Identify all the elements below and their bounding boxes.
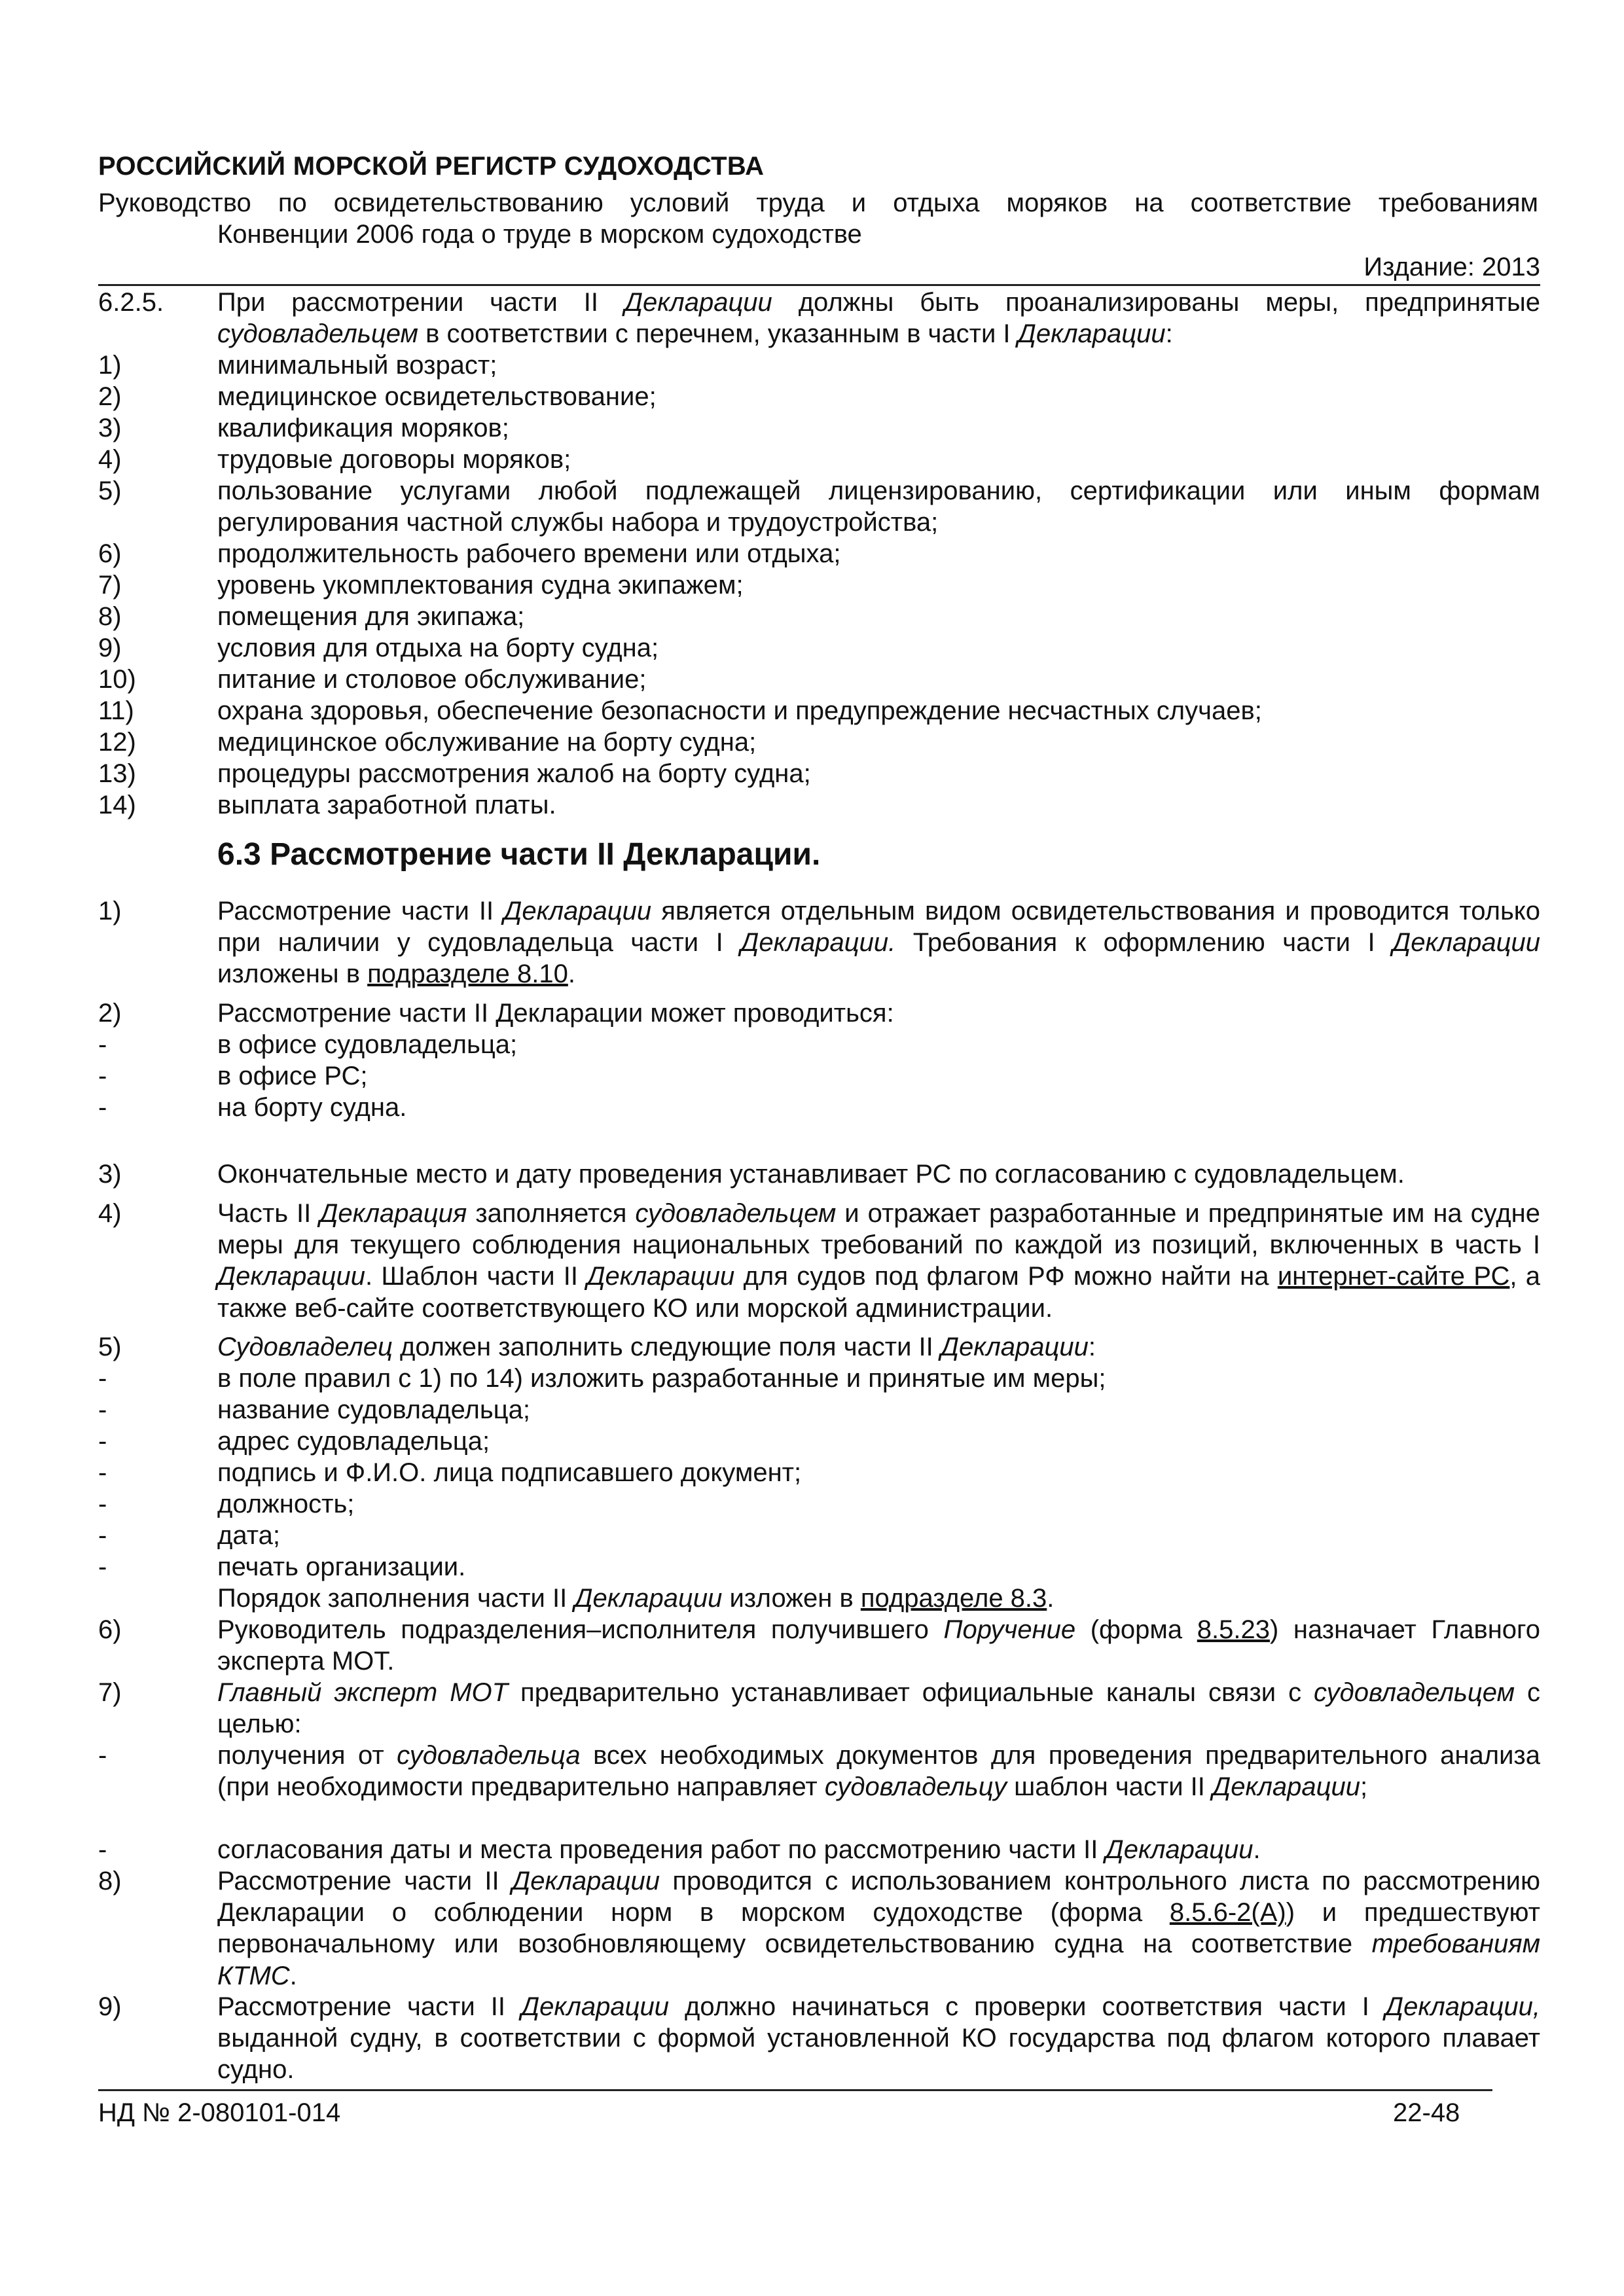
text-run: . <box>568 960 575 989</box>
list-item <box>98 475 1540 538</box>
list-text: питание и столовое обслуживание; <box>217 665 647 694</box>
form-link[interactable]: 8.5.6-2(А) <box>1169 1898 1286 1928</box>
header-divider <box>98 284 1540 286</box>
list-item <box>98 1029 1540 1060</box>
list-number: 13) <box>98 759 136 788</box>
text-run: для судов под флагом РФ можно найти на <box>734 1262 1278 1291</box>
list-number: 14) <box>98 791 136 819</box>
text-run: Главный эксперт МОТ <box>217 1678 509 1707</box>
list-text: уровень укомплектования судна экипажем; <box>217 571 744 600</box>
list-item <box>98 758 1540 789</box>
text-run: судовладельцем <box>1314 1678 1515 1707</box>
text-run: Декларации <box>217 1262 365 1291</box>
list-text: в поле правил с 1) по 14) изложить разработанные и принятые им меры; <box>217 1364 1106 1393</box>
list-item <box>98 789 1540 821</box>
paragraph-text <box>217 895 1540 990</box>
list-item <box>98 632 1540 664</box>
bullet-dash: - <box>98 1364 107 1393</box>
bullet-dash: - <box>98 1458 107 1487</box>
list-item <box>98 1060 1540 1092</box>
paragraph-number: 9) <box>98 1992 122 2021</box>
paragraph-text <box>217 1865 1540 1992</box>
list-item <box>98 1363 1540 1394</box>
list-text: трудовые договоры моряков; <box>217 445 571 474</box>
list-item <box>98 1740 1540 1803</box>
bullet-dash: - <box>98 1062 107 1090</box>
list-text <box>217 1740 1540 1803</box>
paragraph-number: 1) <box>98 897 122 925</box>
list-item <box>98 1426 1540 1457</box>
document-title-line2: Конвенции 2006 года о труде в морском судоходстве <box>217 220 862 249</box>
text-run: Декларации, <box>1384 1992 1540 2021</box>
paragraph-7 <box>98 1677 1540 1740</box>
list-text: процедуры рассмотрения жалоб на борту судна; <box>217 759 811 788</box>
list-text: медицинское освидетельствование; <box>217 382 657 411</box>
text-run: является отдельным видом освидетельствования и проводится только при наличии у судовладельца части I <box>217 897 1540 958</box>
text-run: Декларации <box>512 1867 660 1895</box>
list-item <box>98 381 1540 412</box>
text-run: . <box>289 1961 297 1990</box>
paragraph-number: 8) <box>98 1867 122 1895</box>
text-run: всех необходимых документов для проведения предварительного анализа (при необходимости предварительно направляет <box>217 1741 1540 1802</box>
list-text: печать организации. <box>217 1552 466 1581</box>
text-run: Рассмотрение части II <box>217 1867 513 1895</box>
text-run: предварительно устанавливает официальные каналы связи с <box>508 1678 1314 1707</box>
text-run: ; <box>1360 1772 1368 1802</box>
text-run: согласования даты и места проведения работ по рассмотрению части II <box>217 1835 1106 1864</box>
paragraph-number: 5) <box>98 1333 122 1361</box>
paragraph-text <box>217 1614 1540 1677</box>
paragraph-number: 7) <box>98 1678 122 1707</box>
text-run: Декларации <box>574 1584 723 1613</box>
list-number: 3) <box>98 414 122 442</box>
paragraph-number: 6) <box>98 1615 122 1644</box>
text-run: Руководитель подразделения–исполнителя получившего <box>217 1615 944 1644</box>
text-run: Декларации <box>521 1992 669 2021</box>
list-number: 6) <box>98 539 122 568</box>
text-run: . <box>1253 1835 1261 1864</box>
footer-doc-number: НД № 2-080101-014 <box>98 2098 341 2127</box>
text-run: должен заполнить следующие поля части II <box>392 1333 941 1361</box>
text-run: выданной судну, в соответствии с формой установленной КО государства под флагом которого плавает судно. <box>217 2024 1540 2085</box>
text-run: При рассмотрении части II <box>217 288 624 317</box>
text-run: получения от <box>217 1741 397 1770</box>
text-run: Декларации. <box>740 928 896 958</box>
paragraph-text <box>217 1331 1540 1363</box>
list-number: 4) <box>98 445 122 474</box>
website-link[interactable]: интернет-сайте РС <box>1277 1262 1510 1291</box>
text-run: : <box>1165 319 1173 349</box>
list-item <box>98 444 1540 475</box>
list-item <box>98 412 1540 444</box>
section-heading: 6.3 Рассмотрение части II Декларации. <box>217 837 821 872</box>
text-run: Судовладелец <box>217 1333 393 1361</box>
list-text: должность; <box>217 1490 355 1518</box>
text-run: судовладельцем <box>217 319 418 349</box>
paragraph-text: Окончательные место и дату проведения устанавливает РС по согласованию с судовладельцем. <box>217 1160 1405 1189</box>
list-text: пользование услугами любой подлежащей лицензированию, сертификации или иным формам регулирования частной службы набора и трудоустройства; <box>217 476 1540 537</box>
text-run: Декларации <box>1105 1835 1254 1864</box>
list-text: дата; <box>217 1521 280 1550</box>
bullet-dash: - <box>98 1490 107 1518</box>
text-run: изложен в <box>722 1584 861 1613</box>
list-item <box>98 1092 1540 1123</box>
text-run: Рассмотрение части II <box>217 1992 522 2021</box>
list-number: 7) <box>98 571 122 600</box>
footer-divider <box>98 2089 1492 2091</box>
text-run: : <box>1088 1333 1096 1361</box>
list-text <box>217 1834 1540 1865</box>
text-run: требованиям КТМС <box>217 1929 1540 1990</box>
text-run: Декларация <box>319 1199 467 1228</box>
subsection-link[interactable]: подразделе 8.10 <box>367 960 568 989</box>
paragraph-text <box>217 1991 1540 2086</box>
paragraph-5 <box>98 1331 1540 1363</box>
paragraph-number: 4) <box>98 1199 122 1228</box>
list-text: в офисе судовладельца; <box>217 1030 518 1059</box>
paragraph-number: 2) <box>98 999 122 1028</box>
text-run: и отражает разработанные и предпринятые им на судне меры для текущего соблюдения национальных требований по каждой из позиций, включенных в часть I <box>217 1199 1540 1260</box>
list-item <box>98 695 1540 726</box>
list-number: 9) <box>98 634 122 662</box>
text-run: Декларации <box>1392 928 1540 958</box>
text-run: должно начинаться с проверки соответствия части I <box>668 1992 1385 2021</box>
paragraph-3 <box>98 1158 1540 1190</box>
list-item <box>98 538 1540 569</box>
paragraph-1 <box>98 895 1540 990</box>
text-run: судовладельцу <box>824 1772 1007 1802</box>
text-run: Рассмотрение части II <box>217 897 504 925</box>
bullet-dash: - <box>98 1552 107 1581</box>
list-item <box>98 1457 1540 1488</box>
list-number: 10) <box>98 665 136 694</box>
paragraph-5-tail <box>98 1583 1540 1614</box>
paragraph-number: 6.2.5. <box>98 288 164 317</box>
organization-name: РОССИЙСКИЙ МОРСКОЙ РЕГИСТР СУДОХОДСТВА <box>98 152 765 181</box>
list-text: адрес судовладельца; <box>217 1427 490 1456</box>
list-text: минимальный возраст; <box>217 351 497 380</box>
text-run: Порядок заполнения части II <box>217 1584 575 1613</box>
paragraph-2 <box>98 997 1540 1029</box>
list-number: 2) <box>98 382 122 411</box>
text-run: изложены в <box>217 960 368 989</box>
list-item <box>98 1394 1540 1426</box>
list-number: 8) <box>98 602 122 631</box>
list-text: в офисе РС; <box>217 1062 368 1090</box>
form-link[interactable]: 8.5.23 <box>1197 1615 1270 1644</box>
text-run: Декларации <box>586 1262 735 1291</box>
subsection-link[interactable]: подразделе 8.3 <box>860 1584 1047 1613</box>
text-run: . Шаблон части II <box>365 1262 587 1291</box>
text-run: с целью: <box>217 1678 1540 1739</box>
text-run: проводится с использованием контрольного листа по рассмотрению Декларации о соблюдении норм в морском судоходстве (форма <box>217 1867 1540 1928</box>
text-run: Поручение <box>943 1615 1076 1644</box>
list-number: 5) <box>98 476 122 505</box>
text-run: Декларации <box>1212 1772 1360 1802</box>
bullet-dash: - <box>98 1427 107 1456</box>
list-text: охрана здоровья, обеспечение безопасности и предупреждение несчастных случаев; <box>217 696 1262 725</box>
list-text: на борту судна. <box>217 1093 407 1122</box>
paragraph-6-2-5 <box>98 287 1540 350</box>
text-run: заполняется <box>467 1199 636 1228</box>
list-text: продолжительность рабочего времени или отдыха; <box>217 539 841 568</box>
paragraph-text <box>217 287 1540 350</box>
paragraph-text <box>217 1583 1540 1614</box>
list-text: помещения для экипажа; <box>217 602 525 631</box>
list-item <box>98 1520 1540 1551</box>
list-item <box>98 1834 1540 1865</box>
list-item <box>98 726 1540 758</box>
text-run: Декларации <box>503 897 652 925</box>
text-run: судовладельца <box>397 1741 581 1770</box>
paragraph-number: 3) <box>98 1160 122 1189</box>
list-item <box>98 601 1540 632</box>
text-run: Часть II <box>217 1199 320 1228</box>
list-number: 11) <box>98 696 134 725</box>
edition-label: Издание: 2013 <box>1363 253 1540 281</box>
list-number: 12) <box>98 728 136 757</box>
paragraph-9 <box>98 1991 1540 2086</box>
list-item <box>98 569 1540 601</box>
bullet-dash: - <box>98 1395 107 1424</box>
list-text: квалификация моряков; <box>217 414 509 442</box>
text-run: ) назначает Главного эксперта МОТ. <box>217 1615 1540 1676</box>
paragraph-8 <box>98 1865 1540 1992</box>
paragraph-6 <box>98 1614 1540 1677</box>
list-number: 1) <box>98 351 122 380</box>
text-run: ) и предшествуют первоначальному или возобновляющему освидетельствованию судна на соответствие <box>217 1898 1540 1959</box>
list-item <box>98 664 1540 695</box>
list-item <box>98 350 1540 381</box>
footer-page-number: 22-48 <box>1393 2098 1460 2127</box>
bullet-dash: - <box>98 1741 107 1770</box>
text-run: шаблон части II <box>1007 1772 1213 1802</box>
text-run: должны быть проанализированы меры, предпринятые <box>772 288 1541 317</box>
text-run: в соответствии с перечнем, указанным в части I <box>418 319 1018 349</box>
paragraph-text <box>217 1677 1540 1740</box>
list-text: медицинское обслуживание на борту судна; <box>217 728 757 757</box>
text-run: Требования к оформлению части I <box>895 928 1393 958</box>
text-run: Декларации <box>1017 319 1166 349</box>
bullet-dash: - <box>98 1521 107 1550</box>
paragraph-text: Рассмотрение части II Декларации может проводиться: <box>217 999 894 1028</box>
paragraph-4 <box>98 1198 1540 1324</box>
text-run: . <box>1047 1584 1055 1613</box>
text-run: , а также веб-сайте соответствующего КО или морской администрации. <box>217 1262 1541 1323</box>
document-title-line1: Руководство по освидетельствованию условий труда и отдыха моряков на соответствие требованиям <box>98 188 1538 217</box>
text-run: (форма <box>1075 1615 1197 1644</box>
text-run: судовладельцем <box>635 1199 837 1228</box>
list-text: подпись и Ф.И.О. лица подписавшего документ; <box>217 1458 802 1487</box>
bullet-dash: - <box>98 1093 107 1122</box>
text-run: Декларации <box>624 288 772 317</box>
list-text: выплата заработной платы. <box>217 791 556 819</box>
list-item <box>98 1488 1540 1520</box>
bullet-dash: - <box>98 1835 107 1864</box>
list-item <box>98 1551 1540 1583</box>
text-run: Декларации <box>940 1333 1089 1361</box>
list-text: условия для отдыха на борту судна; <box>217 634 659 662</box>
bullet-dash: - <box>98 1030 107 1059</box>
paragraph-text <box>217 1198 1540 1324</box>
list-text: название судовладельца; <box>217 1395 530 1424</box>
